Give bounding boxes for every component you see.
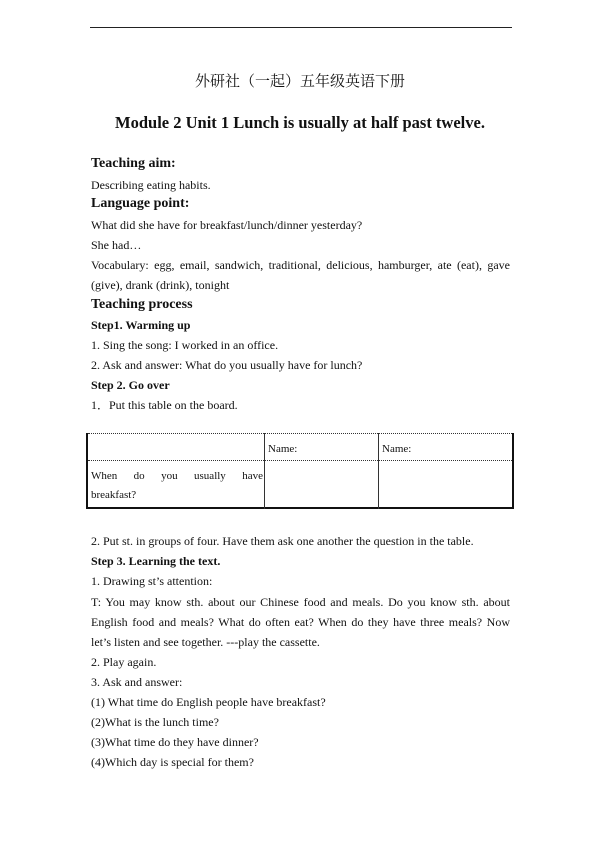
step3-heading: Step 3. Learning the text. [91, 554, 221, 568]
table-col-divider-2 [378, 433, 379, 509]
teaching-process-heading: Teaching process [91, 297, 193, 312]
table-col-divider-1 [264, 433, 265, 509]
step3-item-1: 1. Drawing st’s attention: [91, 574, 213, 588]
step3-teacher-line-2: English food and meals? What do often eat? When do they have three meals? Now [91, 615, 510, 629]
board-table [86, 433, 514, 509]
step3-question-1: (1) What time do English people have breakfast? [91, 695, 326, 709]
teaching-aim-text: Describing eating habits. [91, 178, 211, 192]
table-right-border [512, 433, 514, 509]
step3-question-4: (4)Which day is special for them? [91, 755, 254, 769]
table-question-line-1: When do you usually have [91, 470, 263, 482]
vocabulary-line-2: (give), drank (drink), tonight [91, 278, 230, 292]
step3-item-3: 3. Ask and answer: [91, 675, 183, 689]
vocabulary-line-1: Vocabulary: egg, email, sandwich, traditional, delicious, hamburger, ate (eat), gave [91, 258, 510, 272]
language-point-heading: Language point: [91, 196, 190, 211]
step3-question-2: (2)What is the lunch time? [91, 715, 219, 729]
table-bottom-border [86, 507, 514, 509]
table-left-border [86, 433, 88, 509]
table-header-name-1: Name: [268, 443, 298, 455]
table-header-name-2: Name: [382, 443, 412, 455]
step3-question-3: (3)What time do they have dinner? [91, 735, 259, 749]
step3-item-2: 2. Play again. [91, 655, 157, 669]
table-row-divider [88, 460, 512, 461]
step2-item-2: 2. Put st. in groups of four. Have them ask one another the question in the table. [91, 534, 474, 548]
step3-teacher-line-1: T: You may know sth. about our Chinese food and meals. Do you know sth. about [91, 595, 510, 609]
step1-item-2: 2. Ask and answer: What do you usually have for lunch? [91, 358, 363, 372]
language-point-line-2: She had… [91, 238, 142, 252]
table-question-line-2: breakfast? [91, 489, 137, 501]
document-title-english: Module 2 Unit 1 Lunch is usually at half past twelve. [115, 113, 485, 132]
step3-teacher-line-3: let’s listen and see together. ---play the cassette. [91, 635, 320, 649]
teaching-aim-heading: Teaching aim: [91, 156, 176, 171]
table-question-cell [91, 467, 263, 505]
language-point-line-1: What did she have for breakfast/lunch/dinner yesterday? [91, 218, 363, 232]
step2-item-1: 1．Put this table on the board. [91, 398, 238, 412]
step1-item-1: 1. Sing the song: I worked in an office. [91, 338, 279, 352]
step1-heading: Step1. Warming up [91, 318, 191, 332]
top-rule [90, 27, 512, 28]
table-top-border [88, 433, 512, 434]
document-title-chinese: 外研社（一起）五年级英语下册 [194, 72, 405, 90]
step2-heading: Step 2. Go over [91, 378, 170, 392]
